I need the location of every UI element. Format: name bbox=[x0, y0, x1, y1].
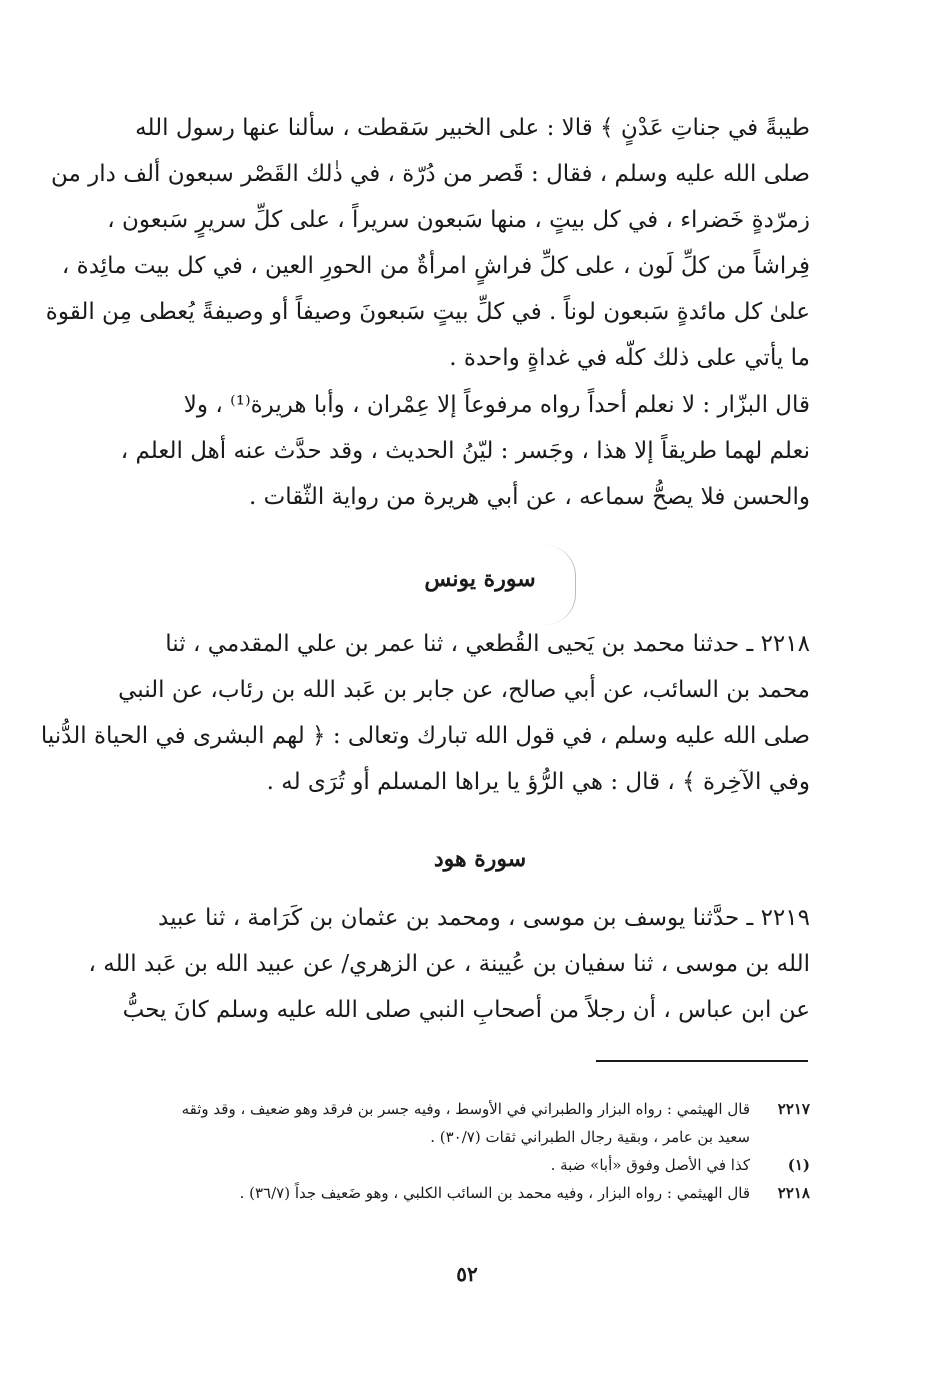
text-line: نعلم لهما طريقاً إلا هذا ، وجَسر : ليّنُ الحديث ، وقد حدَّث عنه أهل العلم ، bbox=[120, 438, 810, 464]
text-line: صلى الله عليه وسلم ، فقال : قَصر من دُرّة ، في ذٰلك القَصْر سبعون ألف دار من bbox=[51, 161, 810, 187]
text-line: ٢٢١٨ ـ حدثنا محمد بن يَحيى القُطعي ، ثنا عمر بن علي المقدمي ، ثنا bbox=[165, 631, 810, 657]
footnote-text-continued: سعيد بن عامر ، وبقية رجال الطبراني ثقات (٣٠/٧) . bbox=[430, 1128, 750, 1146]
footnote-1 bbox=[150, 1151, 810, 1179]
text-line: عن ابن عباس ، أن رجلاً من أصحابِ النبي صلى الله عليه وسلم كانَ يحبُّ bbox=[122, 997, 810, 1023]
footnote-number: (١) bbox=[787, 1156, 810, 1174]
text-line: طيبةً في جناتِ عَدْنٍ ﴾ قالا : على الخبير سَقطت ، سألنا عنها رسول الله bbox=[135, 115, 810, 141]
text-line: قال البزّار : لا نعلم أحداً رواه مرفوعاً إلا عِمْران ، وأبا هريرة⁽¹⁾ ، ولا bbox=[183, 392, 810, 418]
text-line: والحسن فلا يصحُّ سماعه ، عن أبي هريرة من رواية الثّقات . bbox=[248, 484, 810, 510]
text-line: فِراشاً من كلِّ لَون ، على كلِّ فراشٍ امرأةٌ من الحورِ العين ، في كل بيت مائِدة ، bbox=[61, 253, 810, 279]
footnote-number: ٢٢١٧ bbox=[777, 1100, 810, 1118]
footnote-text: قال الهيثمي : رواه البزار ، وفيه محمد بن السائب الكلبي ، وهو ضَعيف جداً (٣٦/٧) . bbox=[239, 1184, 750, 1202]
footnote-text: قال الهيثمي : رواه البزار والطبراني في الأوسط ، وفيه جسر بن فرقد وهو ضعيف ، وقد وثقه bbox=[181, 1100, 750, 1118]
text-line: محمد بن السائب، عن أبي صالح، عن جابر بن عَبد الله بن رئاب، عن النبي bbox=[118, 677, 810, 703]
text-line: علىٰ كل مائدةٍ سَبعون لوناً . في كلِّ بيتٍ سَبعونَ وصيفاً أو وصيفةً يُعطى مِن القوة bbox=[45, 299, 810, 325]
surah-heading-hud: سورة هود bbox=[433, 846, 527, 872]
text-line: زمرّدةٍ خَضراء ، في كل بيتٍ ، منها سَبعون سريراً ، على كلِّ سريرٍ سَبعون ، bbox=[107, 207, 810, 233]
surah-heading-yunus: سورة يونس bbox=[424, 566, 536, 592]
text-line: صلى الله عليه وسلم ، في قول الله تبارك وتعالى : ﴿ لهم البشرى في الحياة الدُّنيا bbox=[40, 723, 810, 749]
footnote-number: ٢٢١٨ bbox=[777, 1184, 810, 1202]
text-line: ٢٢١٩ ـ حدَّثنا يوسف بن موسى ، ومحمد بن عثمان بن كَرَامة ، ثنا عبيد bbox=[158, 905, 810, 931]
paragraph-hadith-2219 bbox=[88, 895, 810, 1033]
footnote-text: كذا في الأصل وفوق «أبا» ضبة . bbox=[550, 1156, 750, 1174]
text-line: ما يأتي على ذلك كلّه في غداةٍ واحدة . bbox=[449, 345, 810, 371]
footnote-2217 bbox=[150, 1095, 810, 1123]
paragraph-hadith-2218 bbox=[40, 621, 810, 805]
footnote-divider bbox=[596, 1060, 808, 1062]
text-line: الله بن موسى ، ثنا سفيان بن عُيينة ، عن الزهري/ عن عبيد الله بن عَبد الله ، bbox=[88, 951, 810, 977]
footnote-2218 bbox=[150, 1179, 810, 1207]
footnotes bbox=[150, 1095, 810, 1207]
text-line: وفي الآخِرة ﴾ ، قال : هي الرُّؤ يا يراها المسلم أو تُرَى له . bbox=[266, 769, 810, 795]
paragraph-hadith-2217-end bbox=[45, 105, 810, 381]
paragraph-bazzar-comment bbox=[120, 382, 810, 520]
page-number: ٥٢ bbox=[456, 1262, 478, 1286]
